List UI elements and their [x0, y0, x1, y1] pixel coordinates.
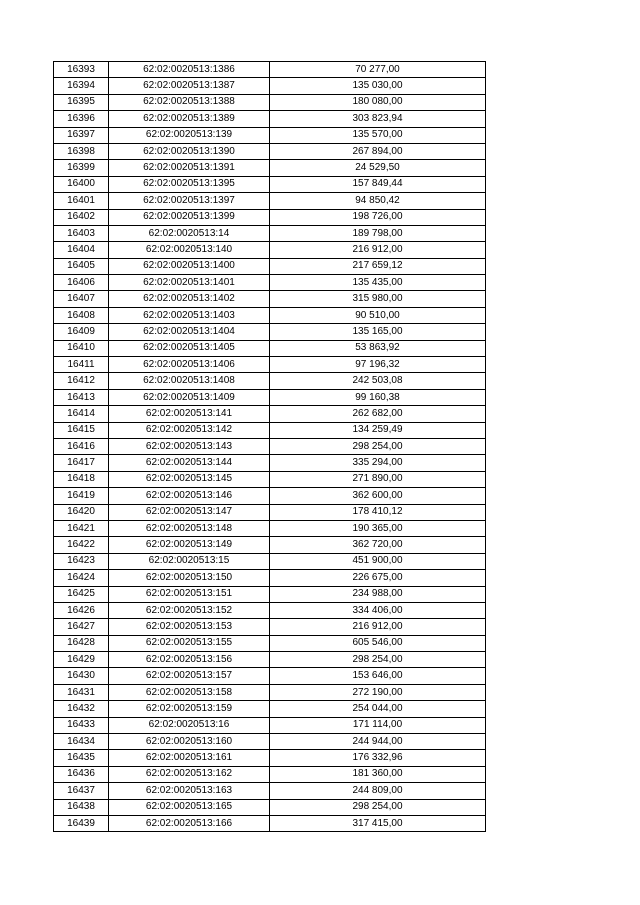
row-number-cell: 16404	[54, 242, 109, 258]
row-number-cell: 16414	[54, 406, 109, 422]
value-cell: 171 114,00	[270, 717, 486, 733]
value-cell: 234 988,00	[270, 586, 486, 602]
table-row	[54, 357, 486, 373]
value-cell: 244 809,00	[270, 783, 486, 799]
row-number-cell: 16427	[54, 619, 109, 635]
cadastral-number-cell: 62:02:0020513:162	[109, 766, 270, 782]
row-number-cell: 16421	[54, 520, 109, 536]
table-row	[54, 340, 486, 356]
table-row	[54, 504, 486, 520]
table-row	[54, 389, 486, 405]
row-number-cell: 16424	[54, 570, 109, 586]
row-number-cell: 16407	[54, 291, 109, 307]
row-number-cell: 16422	[54, 537, 109, 553]
table-row	[54, 701, 486, 717]
cadastral-number-cell: 62:02:0020513:1404	[109, 324, 270, 340]
cadastral-number-cell: 62:02:0020513:140	[109, 242, 270, 258]
value-cell: 216 912,00	[270, 619, 486, 635]
row-number-cell: 16428	[54, 635, 109, 651]
table-row	[54, 275, 486, 291]
cadastral-number-cell: 62:02:0020513:146	[109, 488, 270, 504]
value-cell: 181 360,00	[270, 766, 486, 782]
value-cell: 176 332,96	[270, 750, 486, 766]
table-row	[54, 586, 486, 602]
row-number-cell: 16400	[54, 176, 109, 192]
value-cell: 605 546,00	[270, 635, 486, 651]
table-row	[54, 717, 486, 733]
row-number-cell: 16426	[54, 602, 109, 618]
value-cell: 135 030,00	[270, 78, 486, 94]
cadastral-number-cell: 62:02:0020513:1389	[109, 111, 270, 127]
row-number-cell: 16435	[54, 750, 109, 766]
cadastral-number-cell: 62:02:0020513:145	[109, 471, 270, 487]
cadastral-number-cell: 62:02:0020513:1408	[109, 373, 270, 389]
table-row	[54, 602, 486, 618]
cadastral-number-cell: 62:02:0020513:1400	[109, 258, 270, 274]
value-cell: 189 798,00	[270, 225, 486, 241]
table-row	[54, 258, 486, 274]
row-number-cell: 16405	[54, 258, 109, 274]
cadastral-number-cell: 62:02:0020513:165	[109, 799, 270, 815]
table-row	[54, 62, 486, 78]
row-number-cell: 16394	[54, 78, 109, 94]
table-row	[54, 406, 486, 422]
value-cell: 178 410,12	[270, 504, 486, 520]
cadastral-number-cell: 62:02:0020513:144	[109, 455, 270, 471]
table-row	[54, 652, 486, 668]
cadastral-number-cell: 62:02:0020513:163	[109, 783, 270, 799]
table-row	[54, 783, 486, 799]
table-row	[54, 488, 486, 504]
cadastral-number-cell: 62:02:0020513:1403	[109, 307, 270, 323]
table-row	[54, 668, 486, 684]
cadastral-number-cell: 62:02:0020513:1401	[109, 275, 270, 291]
value-cell: 272 190,00	[270, 684, 486, 700]
value-cell: 216 912,00	[270, 242, 486, 258]
row-number-cell: 16425	[54, 586, 109, 602]
cadastral-number-cell: 62:02:0020513:1387	[109, 78, 270, 94]
value-cell: 262 682,00	[270, 406, 486, 422]
table-row	[54, 799, 486, 815]
value-cell: 335 294,00	[270, 455, 486, 471]
value-cell: 362 720,00	[270, 537, 486, 553]
table-row	[54, 94, 486, 110]
cadastral-number-cell: 62:02:0020513:1397	[109, 193, 270, 209]
cadastral-number-cell: 62:02:0020513:160	[109, 734, 270, 750]
value-cell: 90 510,00	[270, 307, 486, 323]
cadastral-number-cell: 62:02:0020513:1391	[109, 160, 270, 176]
table-row	[54, 438, 486, 454]
table-row	[54, 176, 486, 192]
table-row	[54, 635, 486, 651]
cadastral-number-cell: 62:02:0020513:161	[109, 750, 270, 766]
value-cell: 271 890,00	[270, 471, 486, 487]
value-cell: 315 980,00	[270, 291, 486, 307]
cadastral-number-cell: 62:02:0020513:147	[109, 504, 270, 520]
cadastral-number-cell: 62:02:0020513:1405	[109, 340, 270, 356]
cadastral-number-cell: 62:02:0020513:158	[109, 684, 270, 700]
value-cell: 180 080,00	[270, 94, 486, 110]
value-cell: 135 435,00	[270, 275, 486, 291]
cadastral-number-cell: 62:02:0020513:157	[109, 668, 270, 684]
row-number-cell: 16399	[54, 160, 109, 176]
cadastral-number-cell: 62:02:0020513:153	[109, 619, 270, 635]
value-cell: 135 570,00	[270, 127, 486, 143]
value-cell: 226 675,00	[270, 570, 486, 586]
table-row	[54, 815, 486, 831]
cadastral-number-cell: 62:02:0020513:150	[109, 570, 270, 586]
cadastral-number-cell: 62:02:0020513:1409	[109, 389, 270, 405]
value-cell: 317 415,00	[270, 815, 486, 831]
cadastral-number-cell: 62:02:0020513:148	[109, 520, 270, 536]
cadastral-number-cell: 62:02:0020513:1386	[109, 62, 270, 78]
table-row	[54, 209, 486, 225]
value-cell: 94 850,42	[270, 193, 486, 209]
table-row	[54, 193, 486, 209]
table-row	[54, 422, 486, 438]
row-number-cell: 16420	[54, 504, 109, 520]
cadastral-number-cell: 62:02:0020513:14	[109, 225, 270, 241]
value-cell: 190 365,00	[270, 520, 486, 536]
value-cell: 267 894,00	[270, 143, 486, 159]
cadastral-number-cell: 62:02:0020513:152	[109, 602, 270, 618]
table-row	[54, 766, 486, 782]
row-number-cell: 16413	[54, 389, 109, 405]
row-number-cell: 16438	[54, 799, 109, 815]
table-row	[54, 291, 486, 307]
table-row	[54, 78, 486, 94]
value-cell: 244 944,00	[270, 734, 486, 750]
table-row	[54, 537, 486, 553]
row-number-cell: 16411	[54, 357, 109, 373]
row-number-cell: 16415	[54, 422, 109, 438]
row-number-cell: 16408	[54, 307, 109, 323]
cadastral-number-cell: 62:02:0020513:142	[109, 422, 270, 438]
value-cell: 451 900,00	[270, 553, 486, 569]
row-number-cell: 16409	[54, 324, 109, 340]
value-cell: 254 044,00	[270, 701, 486, 717]
value-cell: 157 849,44	[270, 176, 486, 192]
value-cell: 298 254,00	[270, 652, 486, 668]
row-number-cell: 16397	[54, 127, 109, 143]
row-number-cell: 16410	[54, 340, 109, 356]
cadastral-number-cell: 62:02:0020513:139	[109, 127, 270, 143]
value-cell: 53 863,92	[270, 340, 486, 356]
row-number-cell: 16419	[54, 488, 109, 504]
value-cell: 70 277,00	[270, 62, 486, 78]
row-number-cell: 16393	[54, 62, 109, 78]
table-row	[54, 127, 486, 143]
row-number-cell: 16431	[54, 684, 109, 700]
value-cell: 217 659,12	[270, 258, 486, 274]
row-number-cell: 16429	[54, 652, 109, 668]
row-number-cell: 16423	[54, 553, 109, 569]
row-number-cell: 16396	[54, 111, 109, 127]
row-number-cell: 16432	[54, 701, 109, 717]
cadastral-number-cell: 62:02:0020513:151	[109, 586, 270, 602]
table-row	[54, 750, 486, 766]
value-cell: 24 529,50	[270, 160, 486, 176]
value-cell: 99 160,38	[270, 389, 486, 405]
cadastral-number-cell: 62:02:0020513:143	[109, 438, 270, 454]
table-body	[54, 62, 486, 832]
table-row	[54, 373, 486, 389]
value-cell: 198 726,00	[270, 209, 486, 225]
value-cell: 303 823,94	[270, 111, 486, 127]
table-row	[54, 553, 486, 569]
value-cell: 97 196,32	[270, 357, 486, 373]
table-row	[54, 734, 486, 750]
row-number-cell: 16430	[54, 668, 109, 684]
cadastral-number-cell: 62:02:0020513:16	[109, 717, 270, 733]
row-number-cell: 16406	[54, 275, 109, 291]
row-number-cell: 16398	[54, 143, 109, 159]
row-number-cell: 16402	[54, 209, 109, 225]
value-cell: 298 254,00	[270, 799, 486, 815]
cadastral-number-cell: 62:02:0020513:15	[109, 553, 270, 569]
cadastral-number-cell: 62:02:0020513:149	[109, 537, 270, 553]
table-row	[54, 242, 486, 258]
cadastral-number-cell: 62:02:0020513:141	[109, 406, 270, 422]
row-number-cell: 16437	[54, 783, 109, 799]
value-cell: 298 254,00	[270, 438, 486, 454]
cadastral-number-cell: 62:02:0020513:1395	[109, 176, 270, 192]
data-table	[53, 61, 486, 832]
value-cell: 134 259,49	[270, 422, 486, 438]
row-number-cell: 16436	[54, 766, 109, 782]
row-number-cell: 16412	[54, 373, 109, 389]
row-number-cell: 16434	[54, 734, 109, 750]
cadastral-number-cell: 62:02:0020513:1399	[109, 209, 270, 225]
value-cell: 135 165,00	[270, 324, 486, 340]
row-number-cell: 16418	[54, 471, 109, 487]
table-row	[54, 160, 486, 176]
table-row	[54, 143, 486, 159]
table-row	[54, 307, 486, 323]
value-cell: 242 503,08	[270, 373, 486, 389]
table-row	[54, 471, 486, 487]
table-row	[54, 455, 486, 471]
table-row	[54, 111, 486, 127]
table-row	[54, 684, 486, 700]
row-number-cell: 16417	[54, 455, 109, 471]
table-row	[54, 520, 486, 536]
row-number-cell: 16403	[54, 225, 109, 241]
cadastral-number-cell: 62:02:0020513:166	[109, 815, 270, 831]
cadastral-number-cell: 62:02:0020513:1390	[109, 143, 270, 159]
row-number-cell: 16395	[54, 94, 109, 110]
cadastral-number-cell: 62:02:0020513:1402	[109, 291, 270, 307]
row-number-cell: 16401	[54, 193, 109, 209]
value-cell: 153 646,00	[270, 668, 486, 684]
table-row	[54, 324, 486, 340]
table-row	[54, 619, 486, 635]
table-row	[54, 570, 486, 586]
cadastral-number-cell: 62:02:0020513:156	[109, 652, 270, 668]
row-number-cell: 16433	[54, 717, 109, 733]
cadastral-number-cell: 62:02:0020513:1388	[109, 94, 270, 110]
value-cell: 334 406,00	[270, 602, 486, 618]
cadastral-number-cell: 62:02:0020513:1406	[109, 357, 270, 373]
cadastral-number-cell: 62:02:0020513:155	[109, 635, 270, 651]
value-cell: 362 600,00	[270, 488, 486, 504]
cadastral-number-cell: 62:02:0020513:159	[109, 701, 270, 717]
row-number-cell: 16439	[54, 815, 109, 831]
table-row	[54, 225, 486, 241]
row-number-cell: 16416	[54, 438, 109, 454]
